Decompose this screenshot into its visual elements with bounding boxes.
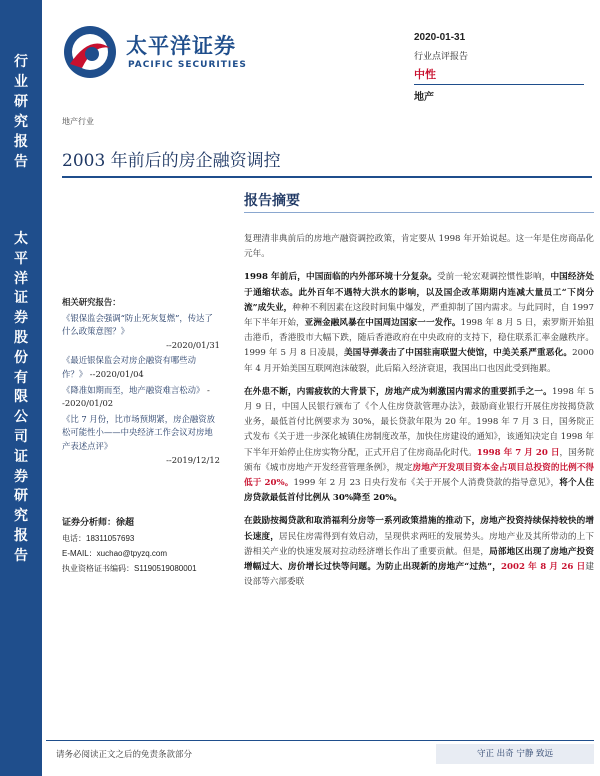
highlight-text: 中国经济处于通缩状态。此外百年不遇特大洪水的影响，以及国企改革期期内连减大量员工“下岗分流”成失业， <box>244 272 594 313</box>
body-text: ，国务院颁布《城市房地产开发经营管理条例》，规定 <box>244 447 594 473</box>
sector-label: 地产 <box>414 92 434 103</box>
related-report-date: --2020/01/02 <box>62 384 210 409</box>
logo-icon <box>62 24 118 80</box>
body-text: 受前一轮宏观调控惯性影响， <box>436 272 551 283</box>
summary-heading: 报告摘要 <box>244 193 300 209</box>
body-text: 建设部等六部委联 <box>244 562 594 588</box>
highlight-text: 美国导弹袭击了中国驻南联盟大使馆，中美关系严重恶化。 <box>344 348 573 359</box>
highlight-text: 局部地区出现了房地产投资增幅过大、房价增长过快等问题。为防止出现新的房地产“过热”， <box>244 546 594 573</box>
brand-name-en: PACIFIC SECURITIES <box>128 60 247 70</box>
related-report-item[interactable] <box>62 312 220 353</box>
analyst-email[interactable]: E-MAIL：xuchao@tpyzq.com <box>62 549 168 558</box>
emphasis-date: 1998 年 7 月 20 日 <box>476 447 560 458</box>
industry-label: 地产行业 <box>62 117 94 126</box>
body-text: 1999 年 2 月 23 日央行发布《关于开展个人消费贷款的指导意见》， <box>293 478 560 489</box>
sidebar-char: 告 <box>14 547 28 564</box>
sidebar-char: 有 <box>14 369 28 386</box>
related-report-date: --2020/01/31 <box>166 339 220 350</box>
body-text: 1998 年 8 月 5 日，索罗斯开始狙击港币，香港股市大幅下跌，随后香港政府在中央政府的支持下，稳住联系汇率金融秩序。1999 年 5 月 8 日凌晨， <box>244 318 594 359</box>
footer-disclaimer: 请务必阅读正文之后的免责条款部分 <box>56 750 193 760</box>
emphasis-text: 房地产开发项目资本金占项目总投资的比例不得低于 20%。 <box>244 462 594 489</box>
sidebar-char: 券 <box>14 468 28 485</box>
sidebar-char: 限 <box>14 389 28 406</box>
body-paragraph <box>244 270 594 376</box>
sidebar-char: 报 <box>14 527 28 544</box>
body-text: 种种不利因素在这段时间集中爆发，严重抑制了国内需求。与此同时，自 1997 年下半年开始， <box>244 302 594 329</box>
analyst-info <box>62 516 237 576</box>
sidebar-char: 研 <box>14 94 28 110</box>
sidebar-char: 报 <box>14 134 28 150</box>
report-date: 2020-01-31 <box>414 32 466 43</box>
related-reports-heading: 相关研究报告： <box>62 297 121 307</box>
header-divider <box>414 84 584 85</box>
report-type: 行业点评报告 <box>414 51 469 61</box>
highlight-text: 1998 年前后，中国面临的内外部环境十分复杂。 <box>244 272 437 283</box>
body-paragraph: 复理清非典前后的房地产融资调控政策，肯定要从 1998 年开始说起。这一年是住房商品化元年。 <box>244 234 594 260</box>
sidebar-company-name <box>0 230 42 567</box>
page-title: 2003 年前后的房企融资调控 <box>62 151 281 171</box>
body-text: 2000 年 4 月开始美国互联网泡沫破裂，此后陷入经济衰退，我国出口也因此受到拖累。 <box>244 348 594 374</box>
summary-divider <box>244 212 594 213</box>
sidebar-char: 平 <box>14 250 28 267</box>
related-report-item[interactable] <box>62 413 220 467</box>
sidebar-char: 究 <box>14 508 28 525</box>
sidebar-char: 司 <box>14 428 28 445</box>
sidebar-char: 券 <box>14 310 28 327</box>
related-report-item[interactable] <box>62 384 220 411</box>
sidebar-char: 证 <box>14 290 28 307</box>
sidebar-char: 业 <box>14 74 28 90</box>
sidebar-char: 证 <box>14 448 28 465</box>
footer-motto: 守正 出奇 宁静 致远 <box>436 744 594 764</box>
sidebar-char: 究 <box>14 114 28 130</box>
brand-name-cn: 太平洋证券 <box>126 34 236 58</box>
rating-badge: 中性 <box>414 69 436 81</box>
sidebar-char: 研 <box>14 488 28 505</box>
sidebar-char: 公 <box>14 409 28 426</box>
emphasis-date: 2002 年 8 月 26 日 <box>501 562 586 573</box>
sidebar-char: 洋 <box>14 270 28 287</box>
body-paragraph <box>244 514 594 590</box>
report-body <box>244 232 594 598</box>
analyst-phone: 电话：18311057693 <box>62 534 135 543</box>
sidebar-report-category <box>0 52 42 172</box>
sidebar-char: 告 <box>14 154 28 170</box>
related-report-title[interactable]: 《银保监会强调“防止死灰复燃”，传达了什么政策意图？》 <box>62 312 213 337</box>
analyst-name: 证券分析师：徐超 <box>62 518 135 528</box>
related-report-date: --2019/12/12 <box>166 454 220 465</box>
footer-divider <box>46 740 594 741</box>
highlight-text: 在外患不断，内需疲软的大背景下，房地产成为刺激国内需求的重要抓手之一。 <box>244 386 552 397</box>
related-report-title[interactable]: 《比 7 月份，比市场预期紧，房企融资放松可能性小——中央经济工作会议对房地产表述点评》 <box>62 413 216 451</box>
sidebar <box>0 0 42 776</box>
sidebar-char: 太 <box>14 231 28 247</box>
highlight-text: 将个人住房贷款最低首付比例从 30%降至 20%。 <box>244 478 594 504</box>
related-report-title[interactable]: 《降准如期而至，地产融资难言松动》 <box>62 384 205 395</box>
analyst-cert: 执业资格证书编码：S1190519080001 <box>62 564 197 573</box>
highlight-text: 亚洲金融风暴在中国周边国家一一发作。 <box>304 318 461 329</box>
company-logo <box>62 24 262 80</box>
highlight-text: 在鼓励按揭贷款和取消福利分房等一系列政策措施的推动下，房地产投资持续保持较快的增长速度， <box>244 516 594 542</box>
sidebar-char: 行 <box>14 54 28 70</box>
sidebar-char: 股 <box>14 329 28 346</box>
body-paragraph <box>244 385 594 507</box>
related-report-item[interactable] <box>62 354 220 381</box>
body-text: 1998 年 5 月 9 日，中国人民银行颁布了《个人住房贷款管理办法》，鼓励商业银行开展住房按揭贷款业务，最低首付比例要求为 30%，最长贷款年限为 20 年。1998 年 7 月 3 日，国务院正式发布《关于进一步深化城镇住房制度改革，加快住房建设的通知》，该通知决定自 1998 年下半年开始停止住房实物分配，正式开启了住房商品化时代。 <box>244 386 594 458</box>
sidebar-char: 份 <box>14 349 28 366</box>
report-meta <box>414 32 594 82</box>
title-divider <box>62 176 592 178</box>
related-report-date: --2020/01/04 <box>89 368 144 379</box>
body-text: 居民住房需得到有效启动，呈现供求两旺的发展势头。房地产业及其所带动的上下游相关产业的快速发展对拉动经济增长作出了重要贡献。但是， <box>244 531 594 557</box>
related-reports <box>62 296 220 469</box>
related-report-title[interactable]: 《最近银保监会对房企融资有哪些动作？》 <box>62 355 196 379</box>
